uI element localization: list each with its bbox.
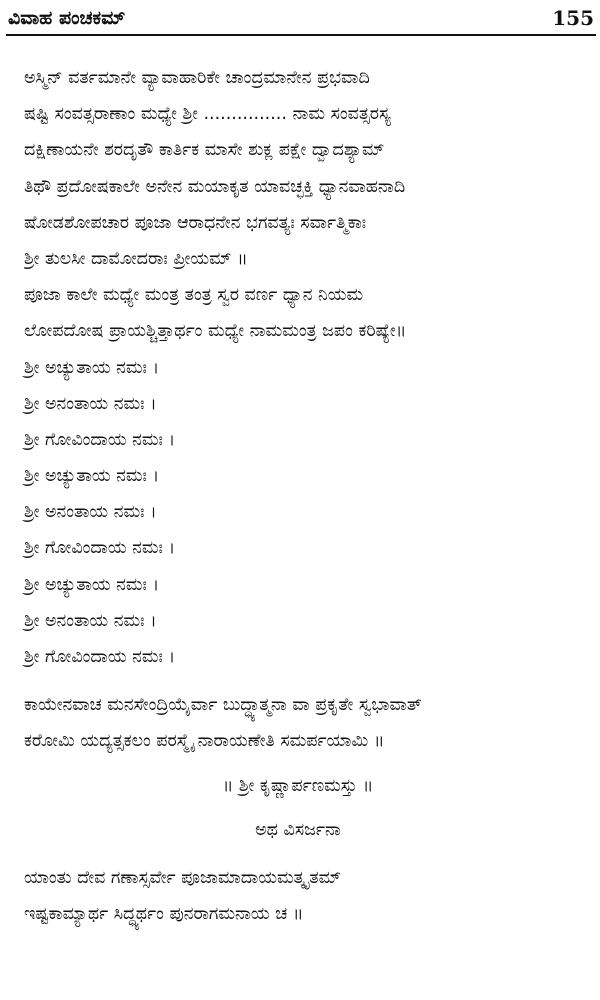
list-item: ಶ್ರೀ ಅಚ್ಯುತಾಯ ನಮಃ । <box>24 357 160 378</box>
list-item: ಶ್ರೀ ಅಚ್ಯುತಾಯ ನಮಃ । <box>24 466 160 487</box>
text-line: ಷಷ್ಟಿ ಸಂವತ್ಸರಾಣಾಂ ಮಧ್ಯೇ ಶ್ರೀ ............... ನಾಮ ಸಂವತ್ಸರಸ್ಯ <box>24 104 391 125</box>
list-item: ಶ್ರೀ ಗೋವಿಂದಾಯ ನಮಃ । <box>24 538 176 559</box>
header-rule <box>6 34 596 36</box>
text-line: ಶ್ರೀ ತುಲಸೀ ದಾಮೋದರಾಃ ಪ್ರೀಯಮ್ ॥ <box>24 248 248 269</box>
text-line: ಕಾಯೇನವಾಚ ಮನಸೇಂದ್ರಿಯೈರ್ವಾ ಬುದ್ಧ್ಯಾತ್ಮನಾ ವಾ ಪ್ರಕೃತೇ ಸ್ವಭಾವಾತ್ <box>24 695 422 716</box>
text-line: ಷೋಡಶೋಪಚಾರ ಪೂಜಾ ಆರಾಧನೇನ ಭಗವತ್ಯಃ ಸರ್ವಾತ್ಮಿಕಾಃ <box>24 212 367 233</box>
samarpana-passage <box>24 687 592 759</box>
nama-japa-list <box>24 350 592 676</box>
page-header <box>8 4 594 32</box>
text-line: ಅಸ್ಮಿನ್ ವರ್ತಮಾನೇ ವ್ಯಾವಾಹಾರಿಕೇ ಚಾಂದ್ರಮಾನೇನ ಪ್ರಭವಾದಿ <box>24 68 370 88</box>
text-line: ಲೋಪದೋಷ ಪ್ರಾಯಶ್ಚಿತ್ತಾರ್ಥಂ ಮಧ್ಯೇ ನಾಮಮಂತ್ರ ಜಪಂ ಕರಿಷ್ಯೇ॥ <box>24 321 407 342</box>
text-line: ಕರೋಮಿ ಯದ್ಯತ್ಸಕಲಂ ಪರಸ್ಮೈ ನಾರಾಯಣೇತಿ ಸಮರ್ಪಯಾಮಿ ॥ <box>24 731 385 752</box>
text-line: ತಿಥೌ ಪ್ರದೋಷಕಾಲೇ ಅನೇನ ಮಯಾಕೃತ ಯಾವಚ್ಛಕ್ತಿ ಧ್ಯಾನವಾಹನಾದಿ <box>24 176 406 197</box>
text-line: ದಕ್ಷಿಣಾಯನೇ ಶರದೃತೌ ಕಾರ್ತಿಕ ಮಾಸೇ ಶುಕ್ಲ ಪಕ್ಷೇ ದ್ವಾದಶ್ಯಾಮ್ <box>24 140 385 161</box>
sankalpa-passage <box>24 60 592 350</box>
section-gap <box>24 804 592 812</box>
text-line: ಯಾಂತು ದೇವ ಗಣಾಸ್ಸರ್ವೇ ಪೂಜಾಮಾದಾಯಮತ್ಕೃತಮ್ <box>24 867 341 888</box>
section-gap <box>24 675 592 687</box>
list-item: ಶ್ರೀ ಗೋವಿಂದಾಯ ನಮಃ । <box>24 647 176 667</box>
section-gap <box>24 760 592 768</box>
page-number: 155 <box>552 6 594 30</box>
visarjana-heading: ಅಥ ವಿಸರ್ಜನಾ <box>255 819 341 840</box>
visarjana-passage <box>24 860 592 932</box>
page-body <box>24 60 592 932</box>
section-gap <box>24 848 592 860</box>
list-item: ಶ್ರೀ ಅನಂತಾಯ ನಮಃ । <box>24 502 157 523</box>
text-line: ಪೂಜಾ ಕಾಲೇ ಮಧ್ಯೇ ಮಂತ್ರ ತಂತ್ರ ಸ್ವರ ವರ್ಣ ಧ್ಯಾನ ನಿಯಮ <box>24 285 364 306</box>
list-item: ಶ್ರೀ ಅನಂತಾಯ ನಮಃ । <box>24 610 157 631</box>
running-title: ವಿವಾಹ ಪಂಚಕಮ್ <box>8 7 126 29</box>
list-item: ಶ್ರೀ ಅನಂತಾಯ ನಮಃ । <box>24 393 157 414</box>
text-line: ಇಷ್ಟಕಾಮ್ಯಾರ್ಥ ಸಿದ್ಧ್ಯರ್ಥಂ ಪುನರಾಗಮನಾಯ ಚ ॥ <box>24 904 304 925</box>
krishnarpana-line: ॥ ಶ್ರೀ ಕೃಷ್ಣಾರ್ಪಣಮಸ್ತು ॥ <box>222 775 374 796</box>
list-item: ಶ್ರೀ ಅಚ್ಯುತಾಯ ನಮಃ । <box>24 574 160 595</box>
list-item: ಶ್ರೀ ಗೋವಿಂದಾಯ ನಮಃ । <box>24 429 176 450</box>
